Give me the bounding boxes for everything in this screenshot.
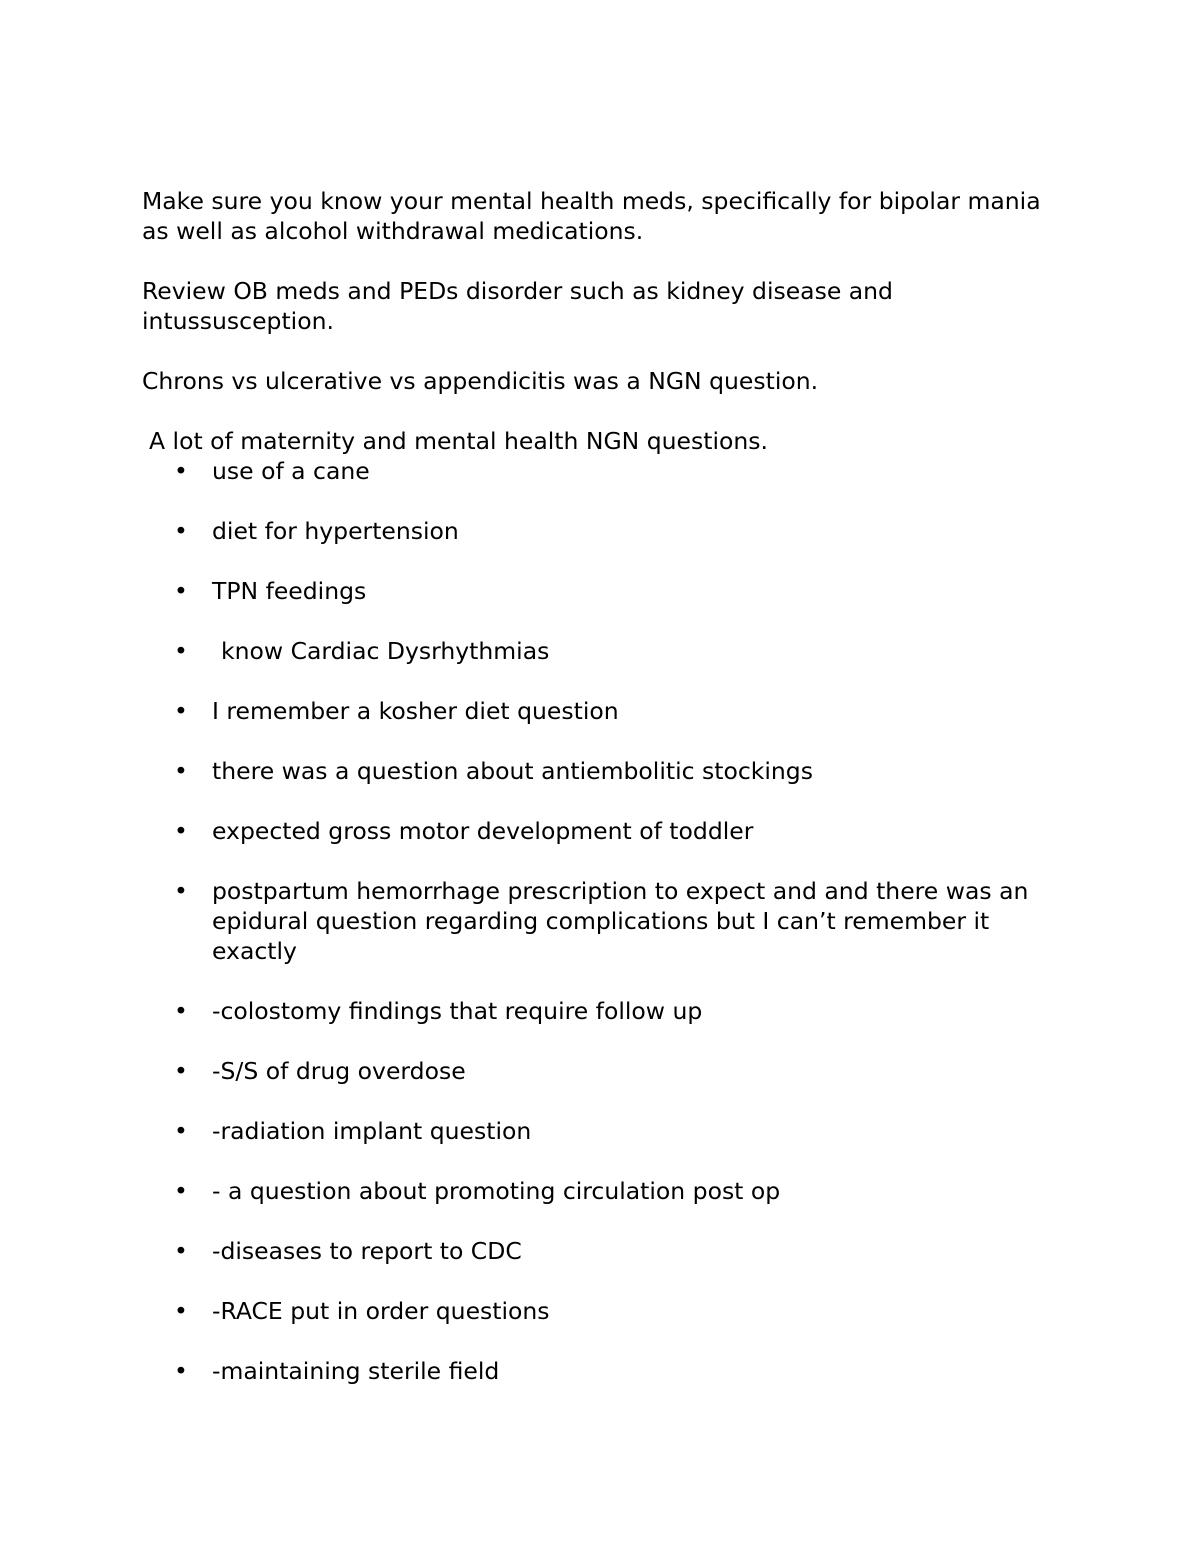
document-body	[142, 186, 1042, 1416]
bullet-icon: •	[174, 1297, 188, 1325]
bullet-icon: •	[174, 517, 188, 545]
paragraph-maternity-ngn: A lot of maternity and mental health NGN questions.	[149, 427, 768, 455]
list-item-text: there was a question about antiembolitic stockings	[212, 757, 813, 785]
list-item	[142, 1236, 1042, 1266]
bullet-icon: •	[174, 757, 188, 785]
bullet-icon: •	[174, 1357, 188, 1385]
list-item-text: - a question about promoting circulation post op	[212, 1177, 781, 1205]
bullet-icon: •	[174, 577, 188, 605]
list-item-text: diet for hypertension	[212, 517, 459, 545]
topic-list	[142, 456, 1042, 1386]
bullet-icon: •	[174, 1057, 188, 1085]
list-item	[142, 636, 1042, 666]
list-item	[142, 516, 1042, 546]
list-item	[142, 1356, 1042, 1386]
paragraph-chrons-ngn: Chrons vs ulcerative vs appendicitis was a NGN question.	[142, 367, 819, 395]
list-item-text: -diseases to report to CDC	[212, 1237, 522, 1265]
bullet-icon: •	[174, 1237, 188, 1265]
bullet-icon: •	[174, 997, 188, 1025]
paragraph-ob-peds: Review OB meds and PEDs disorder such as kidney disease and intussusception.	[142, 277, 893, 335]
list-item-text: TPN feedings	[212, 577, 367, 605]
list-item-text: -S/S of drug overdose	[212, 1057, 466, 1085]
list-item	[142, 696, 1042, 726]
list-item	[142, 816, 1042, 846]
bullet-icon: •	[174, 637, 188, 665]
bullet-icon: •	[174, 877, 188, 905]
bullet-icon: •	[174, 457, 188, 485]
list-item-text: use of a cane	[212, 457, 370, 485]
list-item-text: -maintaining sterile field	[212, 1357, 500, 1385]
bullet-icon: •	[174, 697, 188, 725]
list-item-text: expected gross motor development of toddler	[212, 817, 754, 845]
list-item	[142, 1056, 1042, 1086]
list-item	[142, 576, 1042, 606]
list-item	[142, 1176, 1042, 1206]
bullet-icon: •	[174, 1117, 188, 1145]
list-item-text: -colostomy findings that require follow up	[212, 997, 703, 1025]
paragraph-mental-health-meds: Make sure you know your mental health meds, specifically for bipolar mania as well as alcohol withdrawal medications.	[142, 187, 1041, 245]
list-item-text: I remember a kosher diet question	[212, 697, 619, 725]
list-item	[142, 1296, 1042, 1326]
bullet-icon: •	[174, 1177, 188, 1205]
list-item-text: know Cardiac Dysrhythmias	[221, 637, 550, 665]
list-item-text: -RACE put in order questions	[212, 1297, 550, 1325]
list-item-text: postpartum hemorrhage prescription to expect and and there was an epidural question regarding complications but I can’t remember it exactly	[212, 877, 1029, 965]
list-item	[142, 1116, 1042, 1146]
list-item	[142, 996, 1042, 1026]
list-item	[142, 456, 1042, 486]
list-item-text: -radiation implant question	[212, 1117, 532, 1145]
list-item	[142, 756, 1042, 786]
list-item	[142, 876, 1042, 966]
bullet-icon: •	[174, 817, 188, 845]
